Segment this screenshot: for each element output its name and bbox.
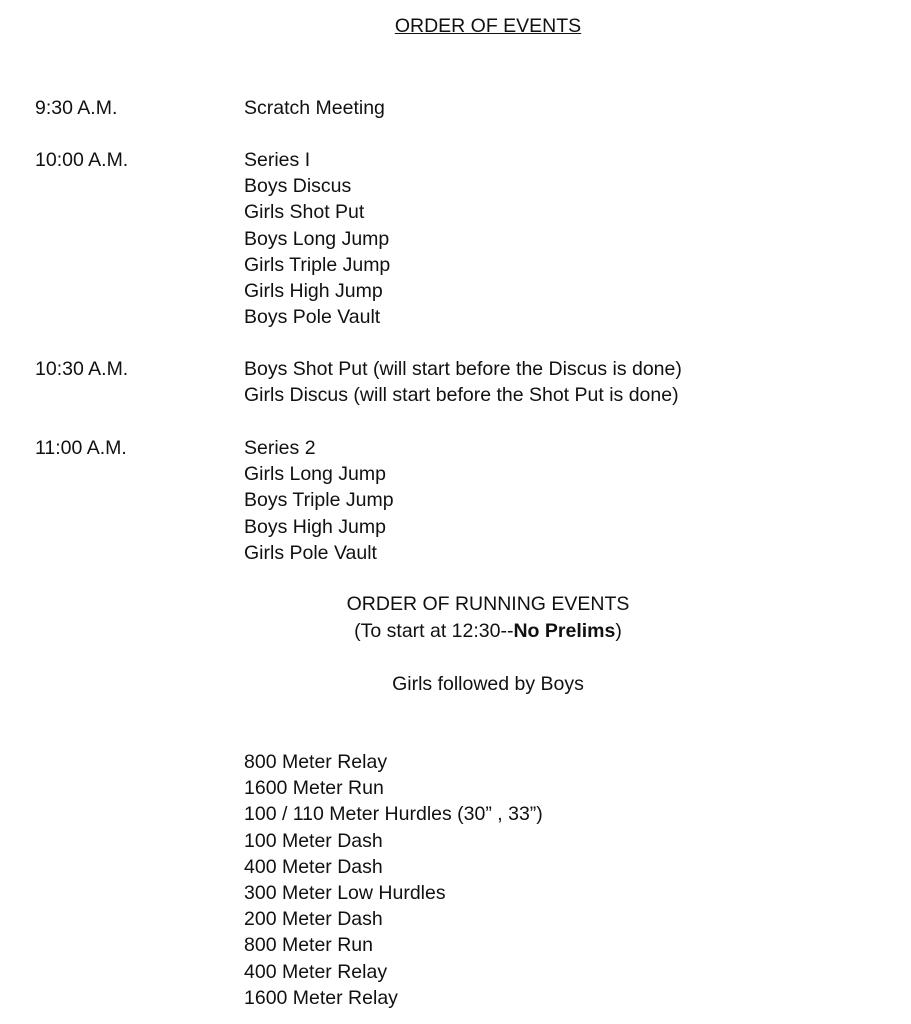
running-event-item: 100 Meter Dash	[244, 829, 383, 852]
event-list	[244, 435, 394, 566]
running-note: Girls followed by Boys	[392, 673, 584, 695]
event-item: Girls High Jump	[244, 280, 383, 303]
event-item: Boys Discus	[244, 175, 352, 198]
running-event-item: 400 Meter Dash	[244, 855, 383, 878]
event-item: Boys Shot Put (will start before the Discus is done)	[244, 358, 682, 380]
running-event-item: 1600 Meter Run	[244, 777, 384, 800]
running-event-item: 200 Meter Dash	[244, 908, 383, 931]
running-heading: ORDER OF RUNNING EVENTS	[346, 593, 630, 615]
event-item: Girls Pole Vault	[244, 541, 377, 564]
time-label: 9:30 A.M.	[35, 97, 118, 119]
time-label: 10:00 A.M.	[35, 149, 129, 171]
subtitle-bold: No Prelims	[513, 620, 616, 642]
running-event-item: 1600 Meter Relay	[244, 986, 398, 1009]
subtitle-text: (To start at 12:30--	[354, 620, 514, 642]
running-event-item: 400 Meter Relay	[244, 960, 388, 983]
event-item: Girls Long Jump	[244, 463, 386, 486]
running-event-list	[244, 749, 543, 1011]
running-event-item: 800 Meter Run	[244, 934, 373, 957]
event-item: Series 2	[244, 437, 316, 459]
time-label: 11:00 A.M.	[35, 437, 127, 459]
event-item: Boys Pole Vault	[244, 306, 381, 329]
running-subtitle	[0, 618, 911, 644]
event-list	[244, 95, 385, 121]
event-item: Boys High Jump	[244, 515, 386, 538]
time-label: 10:30 A.M.	[35, 358, 129, 380]
page-title: ORDER OF EVENTS	[394, 15, 582, 37]
event-item: Boys Long Jump	[244, 227, 390, 250]
event-item: Girls Triple Jump	[244, 253, 391, 276]
event-item: Girls Shot Put	[244, 201, 365, 224]
event-list	[244, 356, 682, 408]
event-item: Series I	[244, 149, 311, 171]
event-item: Boys Triple Jump	[244, 489, 394, 512]
subtitle-suffix: )	[615, 620, 622, 642]
running-event-item: 300 Meter Low Hurdles	[244, 882, 446, 905]
event-item: Scratch Meeting	[244, 97, 385, 119]
running-event-item: 800 Meter Relay	[244, 751, 388, 773]
event-list	[244, 147, 390, 330]
running-event-item: 100 / 110 Meter Hurdles (30” , 33”)	[244, 803, 543, 826]
event-item: Girls Discus (will start before the Shot Put is done)	[244, 384, 679, 407]
